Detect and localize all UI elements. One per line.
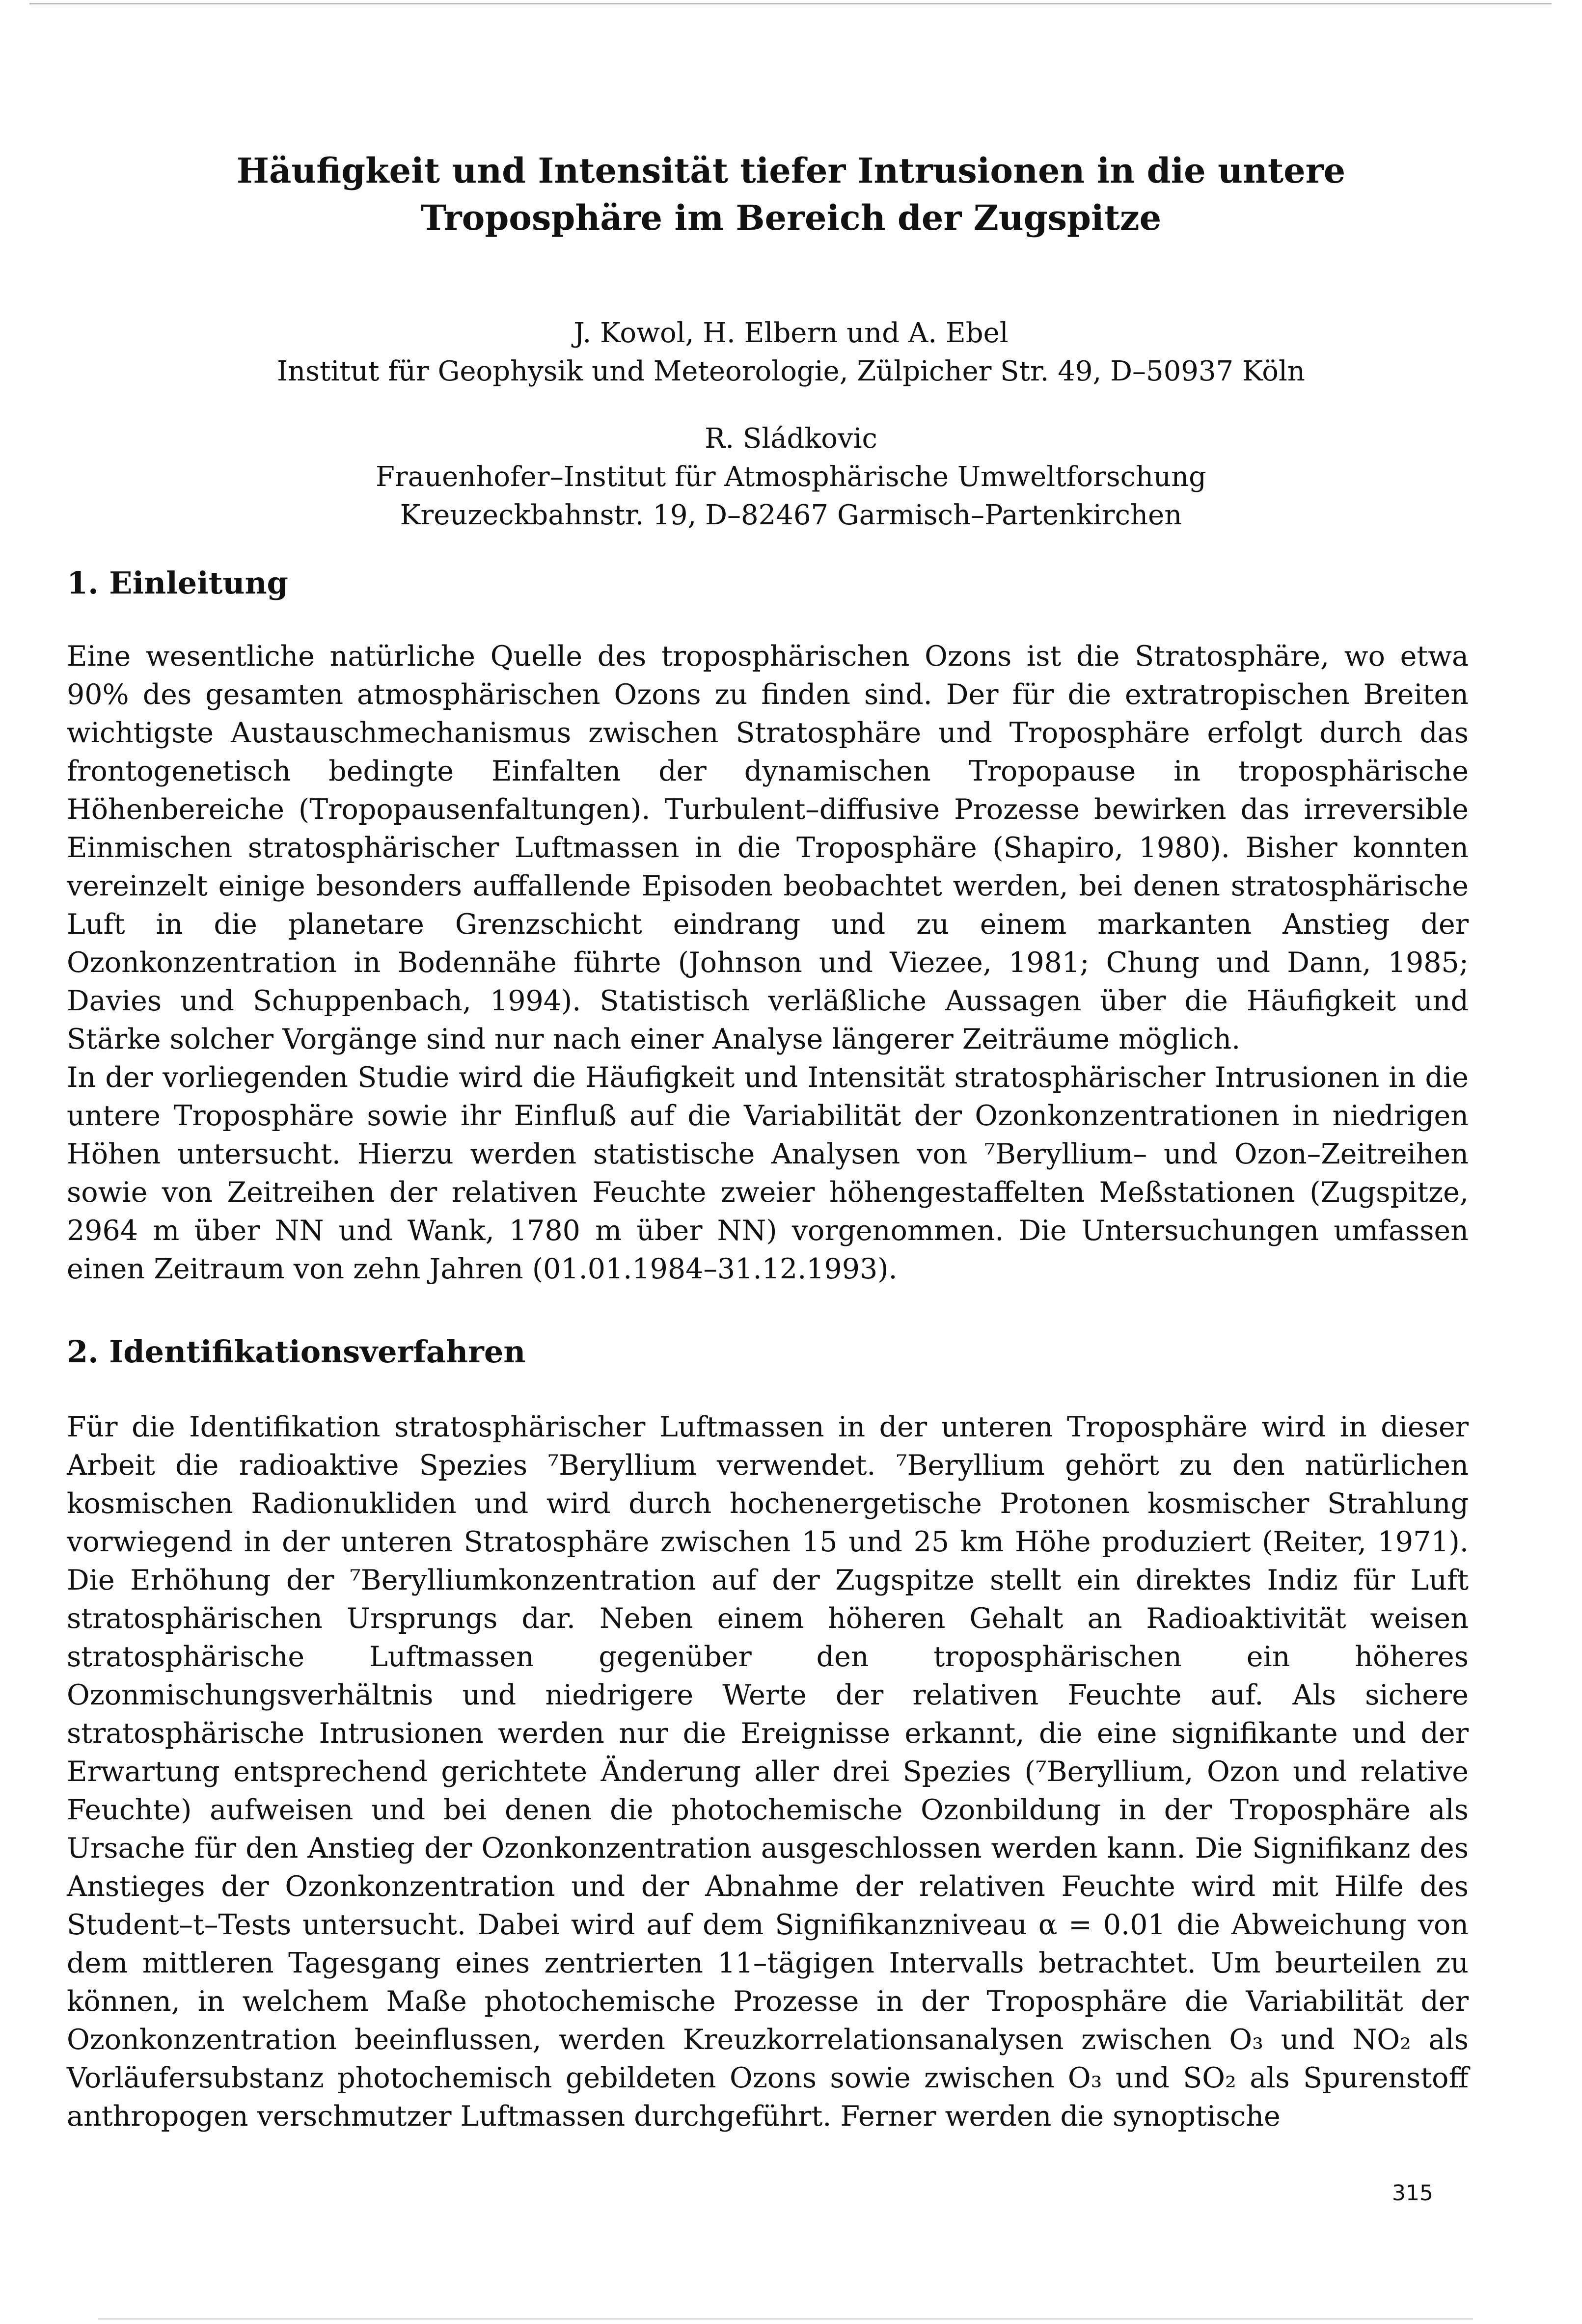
section-heading-einleitung: 1. Einleitung <box>67 565 288 601</box>
title-line-2: Troposphäre im Bereich der Zugspitze <box>420 197 1162 238</box>
title-line-1: Häufigkeit und Intensität tiefer Intrusionen in die untere <box>236 150 1346 191</box>
page-number: 315 <box>1392 2181 1433 2206</box>
paragraph: Für die Identifikation stratosphärischer Luftmassen in der unteren Troposphäre wird in dieser Arbeit die radioaktive Spezies ⁷Beryllium verwendet. ⁷Beryllium gehört zu den natürlichen kosmischen Radionukliden und wird durch hochenergetische Protonen kosmischer Strahlung vorwiegend in der unteren Stratosphäre zwischen 15 und 25 km Höhe produziert (Reiter, 1971). Die Erhöhung der ⁷Berylliumkonzentration auf der Zugspitze stellt ein direktes Indiz für Luft stratosphärischen Ursprungs dar. Neben einem höheren Gehalt an Radioaktivität weisen stratosphärische Luftmassen gegenüber den troposphärischen ein höheres Ozonmischungsverhältnis und niedrigere Werte der relativen Feuchte auf. Als sichere stratosphärische Intrusionen werden nur die Ereignisse erkannt, die eine signifikante und der Erwartung entsprechend gerichtete Änderung aller drei Spezies (⁷Beryllium, Ozon und relative Feuchte) aufweisen und bei denen die photochemische Ozonbildung in der Troposphäre als Ursache für den Anstieg der Ozonkonzentration ausgeschlossen werden kann. Die Signifikanz des Anstieges der Ozonkonzentration und der Abnahme der relativen Feuchte wird mit Hilfe des Student–t–Tests untersucht. Dabei wird auf dem Signifikanzniveau α = 0.01 die Abweichung von dem mittleren Tagesgang eines zentrierten 11–tägigen Intervalls betrachtet. Um beurteilen zu können, in welchem Maße photochemische Prozesse in der Troposphäre die Variabilität der Ozonkonzentration beeinflussen, werden Kreuzkorrelationsanalysen zwischen O₃ und NO₂ als Vorläufersubstanz photochemisch gebildeten Ozons sowie zwischen O₃ und SO₂ als Spurenstoff anthropogen verschmutzer Luftmassen durchgeführt. Ferner werden die synoptische <box>67 1411 1469 2133</box>
author-affiliation: Institut für Geophysik und Meteorologie, Zülpicher Str. 49, D–50937 Köln <box>277 355 1305 387</box>
author-block-1 <box>0 314 1582 391</box>
paragraph: In der vorliegenden Studie wird die Häufigkeit und Intensität stratosphärischer Intrusionen in die untere Troposphäre sowie ihr Einfluß auf die Variabilität der Ozonkonzentrationen in niedrigen Höhen untersucht. Hierzu werden statistische Analysen von ⁷Beryllium– und Ozon–Zeitreihen sowie von Zeitreihen der relativen Feuchte zweier höhengestaffelten Meßstationen (Zugspitze, 2964 m über NN und Wank, 1780 m über NN) vorgenommen. Die Untersuchungen umfassen einen Zeitraum von zehn Jahren (01.01.1984–31.12.1993). <box>67 1061 1469 1285</box>
author-names: J. Kowol, H. Elbern und A. Ebel <box>573 317 1009 349</box>
author-affiliation-line-1: Frauenhofer–Institut für Atmosphärische Umweltforschung <box>375 461 1207 493</box>
bottom-rule <box>98 2318 1473 2320</box>
section-body-identifikationsverfahren <box>67 1408 1469 2135</box>
section-heading-identifikationsverfahren: 2. Identifikationsverfahren <box>67 1334 526 1370</box>
paragraph: Eine wesentliche natürliche Quelle des troposphärischen Ozons ist die Stratosphäre, wo etwa 90% des gesamten atmosphärischen Ozons zu finden sind. Der für die extratropischen Breiten wichtigste Austauschmechanismus zwischen Stratosphäre und Troposphäre erfolgt durch das frontogenetisch bedingte Einfalten der dynamischen Tropopause in troposphärische Höhenbereiche (Tropopausenfaltungen). Turbulent–diffusive Prozesse bewirken das irreversible Einmischen stratosphärischer Luftmassen in die Troposphäre (Shapiro, 1980). Bisher konnten vereinzelt einige besonders auffallende Episoden beobachtet werden, bei denen stratosphärische Luft in die planetare Grenzschicht eindrang und zu einem markanten Anstieg der Ozonkonzentration in Bodennähe führte (Johnson und Viezee, 1981; Chung und Dann, 1985; Davies und Schuppenbach, 1994). Statistisch verläßliche Aussagen über die Häufigkeit und Stärke solcher Vorgänge sind nur nach einer Analyse längerer Zeiträume möglich. <box>67 640 1469 1055</box>
section-body-einleitung <box>67 637 1469 1288</box>
author-name: R. Sládkovic <box>705 423 877 455</box>
author-block-2 <box>0 420 1582 535</box>
top-rule <box>29 3 1552 4</box>
author-affiliation-line-2: Kreuzeckbahnstr. 19, D–82467 Garmisch–Partenkirchen <box>400 499 1182 531</box>
paper-title <box>0 147 1582 242</box>
